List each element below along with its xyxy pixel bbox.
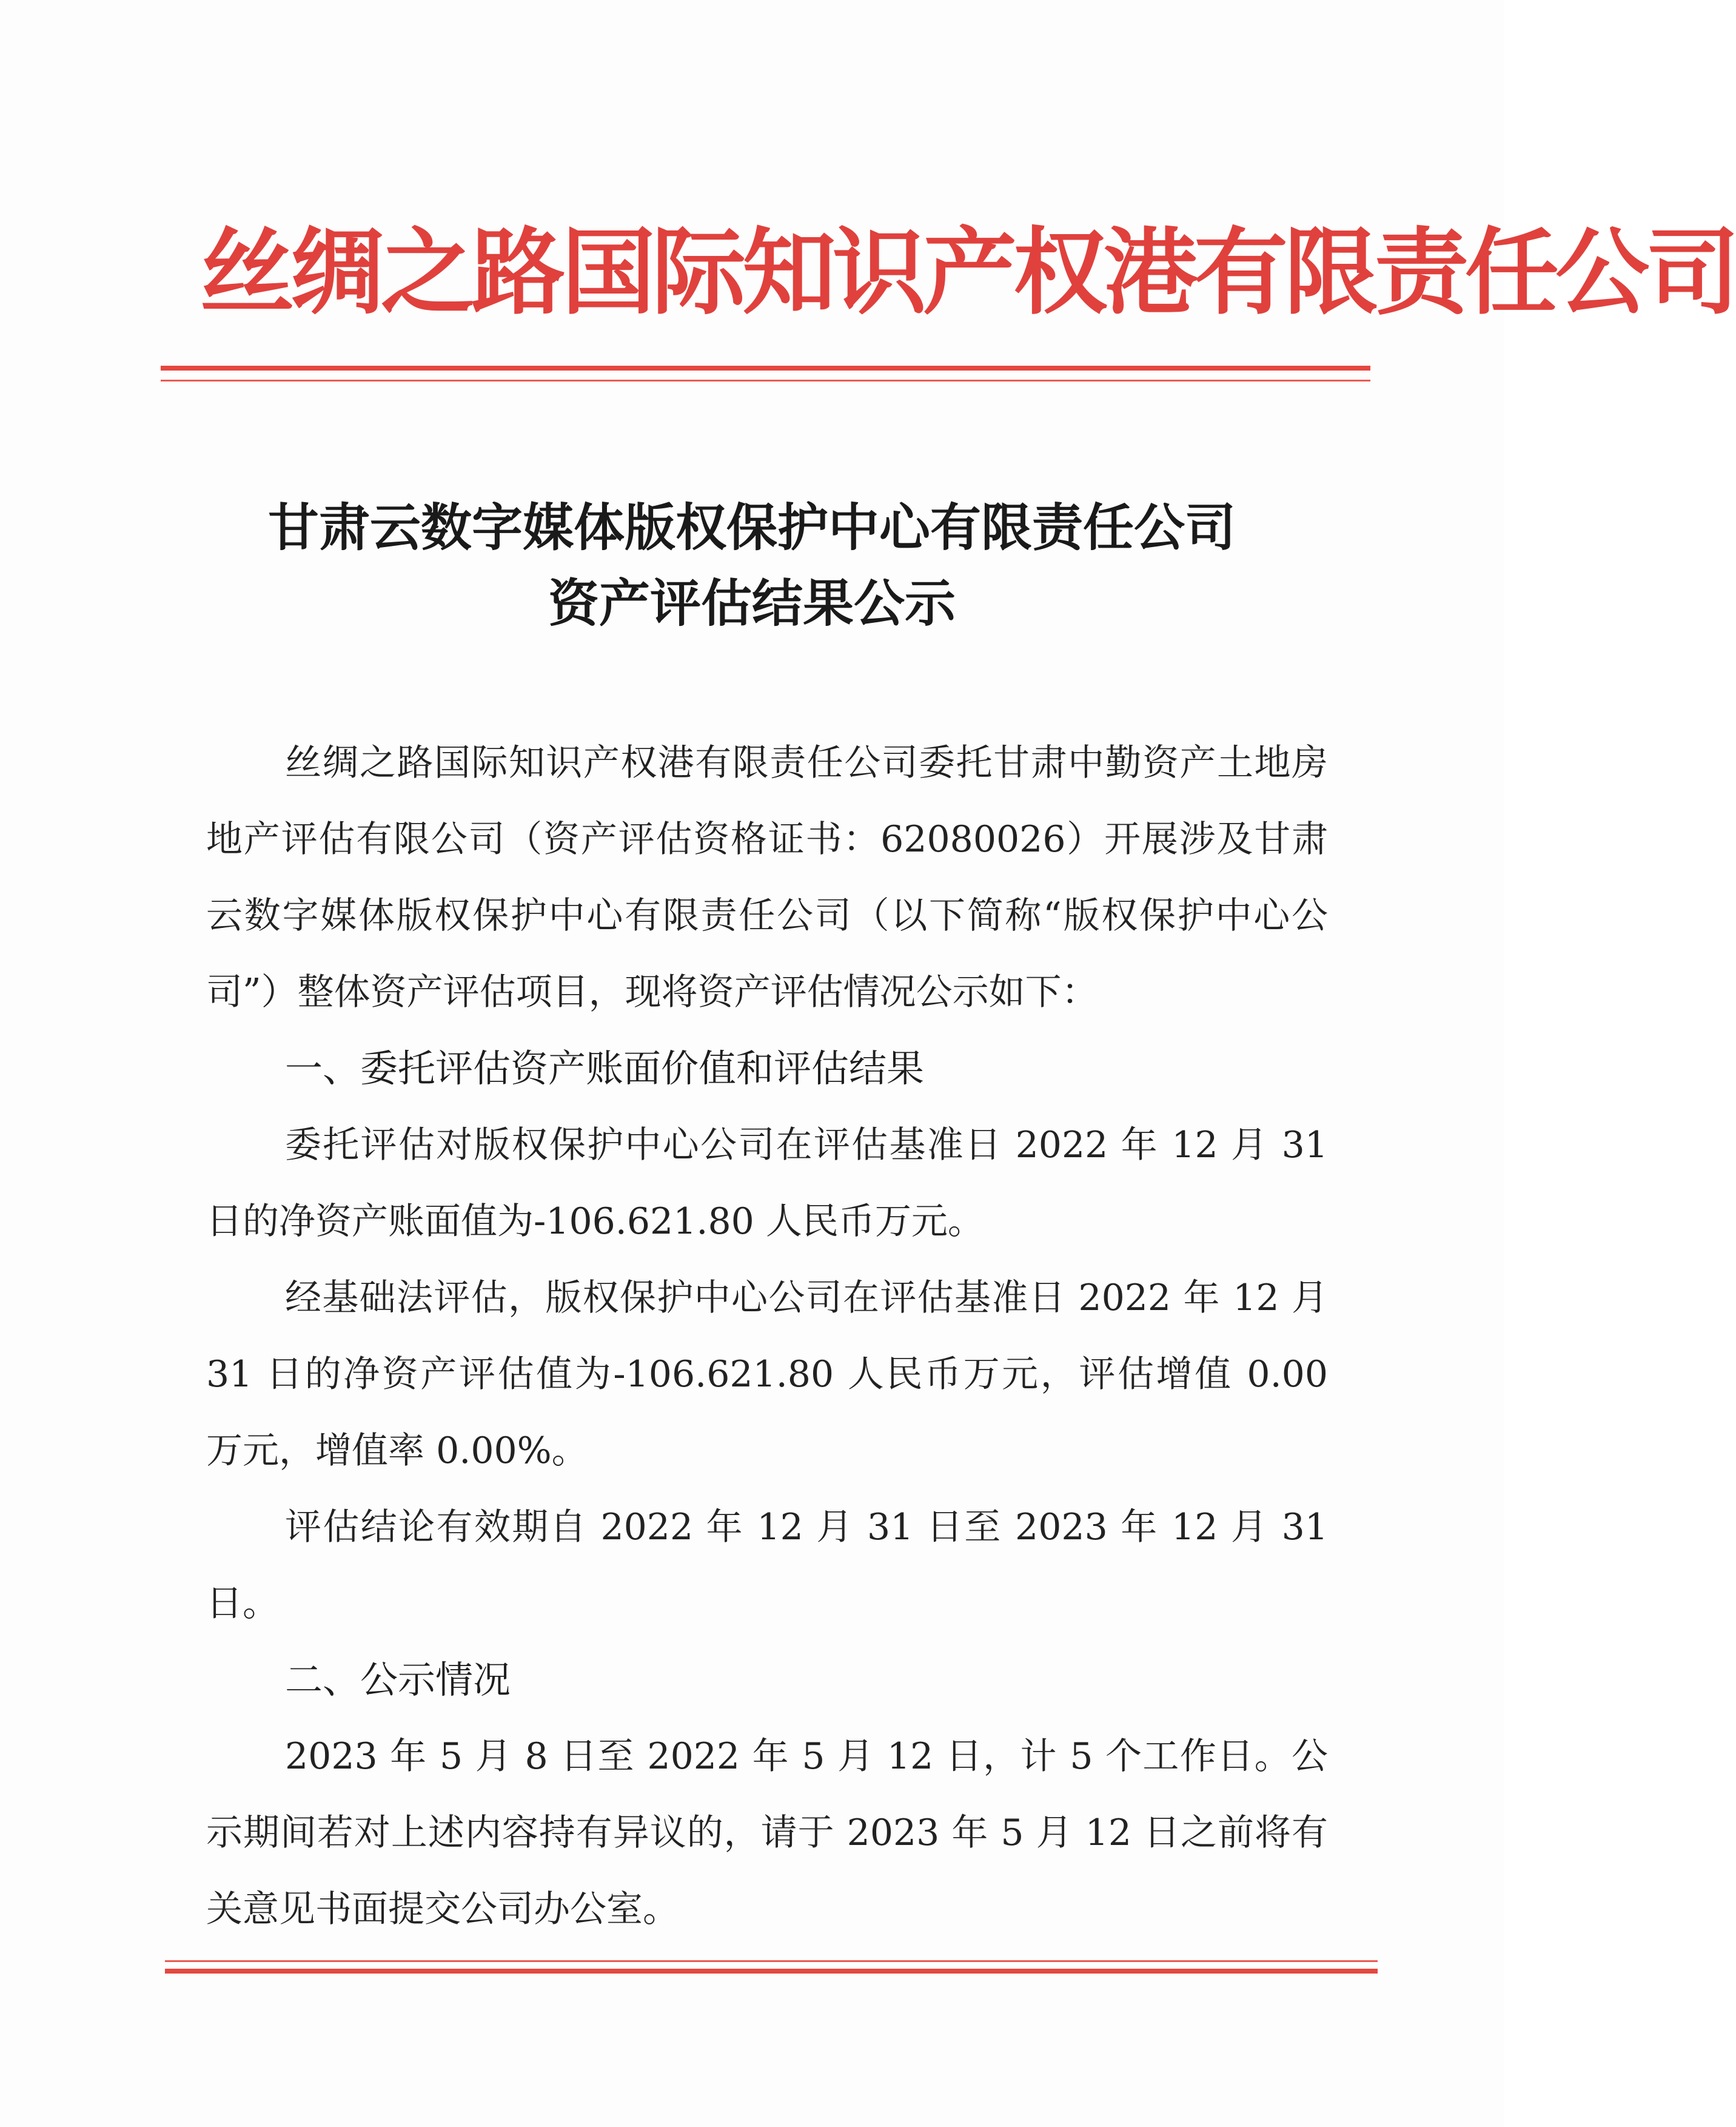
- document-title-line2: 资产评估结果公示: [548, 573, 956, 633]
- footer-rule-thick: [165, 1969, 1378, 1974]
- section1-paragraph-validity: 评估结论有效期自 2022 年 12 月 31 日至 2023 年 12 月 31 日。: [206, 1506, 1328, 1625]
- letterhead-company-name: 丝绸之路国际知识产权港有限责任公司: [200, 218, 1736, 328]
- section1-paragraph-appraised-value: 经基础法评估，版权保护中心公司在评估基准日 2022 年 12 月 31 日的净资产评估值为-106.621.80 人民币万元，评估增值 0.00 万元，增值率 0.00%。: [206, 1277, 1328, 1472]
- letterhead-rule-thick: [161, 366, 1370, 371]
- section2-paragraph-notice-period: 2023 年 5 月 8 日至 2022 年 5 月 12 日，计 5 个工作日。公示期间若对上述内容持有异议的，请于 2023 年 5 月 12 日之前将有关意见书面提交公司办公室。: [206, 1735, 1328, 1930]
- section2-heading: 二、公示情况: [285, 1658, 511, 1702]
- section1-heading: 一、委托评估资产账面价值和评估结果: [285, 1046, 925, 1090]
- section1-paragraph-book-value: 委托评估对版权保护中心公司在评估基准日 2022 年 12 月 31 日的净资产账面值为-106.621.80 人民币万元。: [206, 1124, 1328, 1243]
- footer-rule-thin: [165, 1960, 1378, 1962]
- document-title-line1: 甘肃云数字媒体版权保护中心有限责任公司: [267, 497, 1236, 557]
- letterhead-rule-thin: [161, 380, 1370, 381]
- document-body: [206, 725, 1328, 1947]
- intro-paragraph: 丝绸之路国际知识产权港有限责任公司委托甘肃中勤资产土地房地产评估有限公司（资产评估资格证书：62080026）开展涉及甘肃云数字媒体版权保护中心有限责任公司（以下简称“版权保护中心公司”）整体资产评估项目，现将资产评估情况公示如下：: [206, 742, 1328, 1013]
